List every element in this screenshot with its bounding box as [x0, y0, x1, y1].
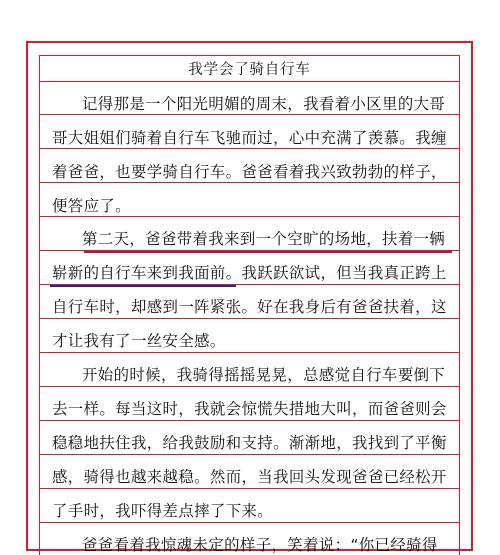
underline-mark	[84, 251, 452, 253]
text-line: 着爸爸，也要学骑自行车。爸爸看着我兴致勃勃的样子，	[52, 163, 447, 181]
ruled-line	[40, 488, 459, 489]
ruled-line	[40, 182, 459, 183]
ruled-line	[40, 352, 459, 353]
text-line: 感，骑得也越来越稳。然而，当我回头发现爸爸已经松开	[52, 468, 447, 486]
text-line: 崭新的自行车来到我面前。我跃跃欲试，但当我真正跨上	[52, 264, 447, 282]
text-line: 哥大姐姐们骑着自行车飞驰而过，心中充满了羡慕。我缠	[52, 129, 447, 147]
ruled-line	[40, 318, 459, 319]
essay-paper	[26, 41, 473, 554]
text-line: 爸爸看着我惊魂未定的样子，笑着说：“你已经骑得	[82, 536, 438, 554]
text-line: 开始的时候，我骑得摇摇晃晃，总感觉自行车要倒下	[82, 366, 446, 384]
text-line: 去一样。每当这时，我就会惊慌失措地大叫，而爸爸则会	[52, 400, 447, 418]
ruled-line	[40, 148, 459, 149]
ruled-line	[40, 81, 459, 82]
text-line: 第二天，爸爸带着我来到一个空旷的场地，扶着一辆	[82, 230, 446, 248]
ruled-line	[40, 386, 459, 387]
ruled-line	[40, 216, 459, 217]
ruled-line	[40, 522, 459, 523]
text-line: 自行车时，却感到一阵紧张。好在我身后有爸爸扶着，这	[52, 298, 447, 316]
text-line: 稳稳地扶住我，给我鼓励和支持。渐渐地，我找到了平衡	[52, 434, 447, 452]
essay-grid	[39, 55, 460, 555]
text-line: 便答应了。	[52, 197, 131, 215]
ruled-line	[40, 454, 459, 455]
ruled-line	[40, 420, 459, 421]
ruled-line	[40, 114, 459, 115]
essay-title: 我学会了骑自行车	[188, 62, 311, 78]
text-line: 才让我有了一丝安全感。	[52, 332, 226, 350]
underline-mark	[50, 285, 236, 287]
text-line: 了手时，我吓得差点摔了下来。	[52, 502, 274, 520]
text-line: 记得那是一个阳光明媚的周末，我看着小区里的大哥	[82, 95, 446, 113]
